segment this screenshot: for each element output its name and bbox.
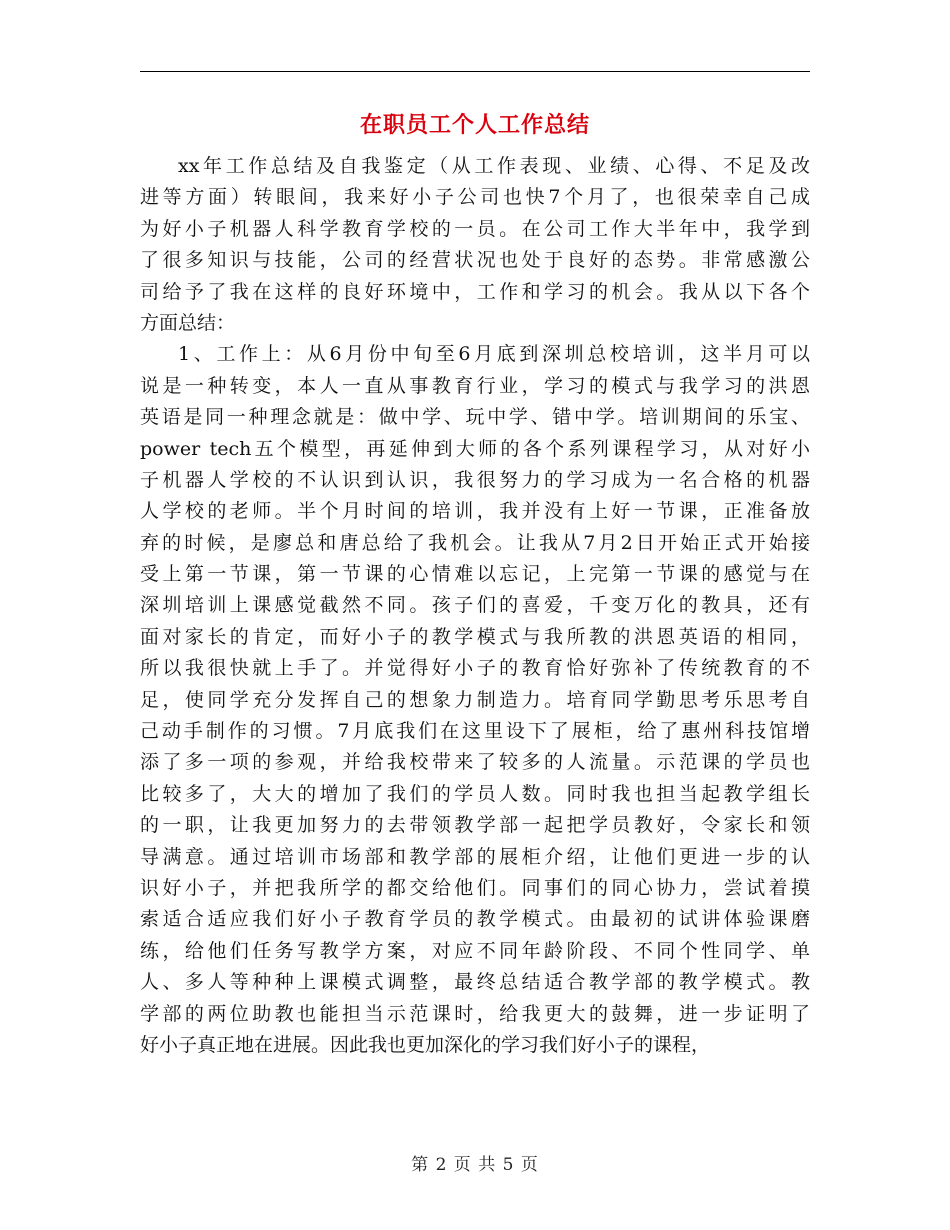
body-line: xx年工作总结及自我鉴定（从工作表现、业绩、心得、不足及改 (178, 155, 810, 177)
body-line: 识好小子，并把我所学的都交给他们。同事们的同心协力，尝试着摸 (140, 876, 810, 899)
body-line: power tech五个模型，再延伸到大师的各个系列课程学习，从对好小 (140, 437, 810, 460)
body-line: 1、工作上：从6月份中旬至6月底到深圳总校培训，这半月可以 (178, 343, 810, 366)
body-line: 的一职，让我更加努力的去带领教学部一起把学员教好，令家长和领 (140, 814, 810, 837)
body-line: 面对家长的肯定，而好小子的教学模式与我所教的洪恩英语的相同， (140, 625, 810, 648)
body-line: 所以我很快就上手了。并觉得好小子的教育恰好弥补了传统教育的不 (140, 657, 810, 680)
body-line: 添了多一项的参观，并给我校带来了较多的人流量。示范课的学员也 (140, 751, 810, 774)
body-line: 练，给他们任务写教学方案，对应不同年龄阶段、不同个性同学、单 (140, 939, 810, 962)
document-body (140, 151, 810, 1061)
body-line: 学部的两位助教也能担当示范课时，给我更大的鼓舞，进一步证明了 (140, 1002, 810, 1025)
body-line: 导满意。通过培训市场部和教学部的展柜介绍，让他们更进一步的认 (140, 845, 810, 868)
body-line: 为好小子机器人科学教育学校的一员。在公司工作大半年中，我学到 (140, 217, 810, 240)
body-line: 比较多了，大大的增加了我们的学员人数。同时我也担当起教学组长 (140, 782, 810, 805)
body-line: 方面总结： (140, 311, 236, 334)
body-line: 进等方面）转眼间，我来好小子公司也快7个月了，也很荣幸自己成 (140, 186, 810, 209)
body-line: 了很多知识与技能，公司的经营状况也处于良好的态势。非常感激公 (140, 249, 810, 272)
document-title: 在职员工个人工作总结 (359, 112, 590, 138)
body-line: 说是一种转变，本人一直从事教育行业，学习的模式与我学习的洪恩 (140, 374, 810, 397)
body-line: 人学校的老师。半个月时间的培训，我并没有上好一节课，正准备放 (140, 500, 810, 523)
body-line: 深圳培训上课感觉截然不同。孩子们的喜爱，千变万化的教具，还有 (140, 594, 810, 617)
page-number: 第 2 页 共 5 页 (411, 1155, 539, 1175)
body-line: 受上第一节课，第一节课的心情难以忘记，上完第一节课的感觉与在 (140, 563, 810, 586)
body-line: 己动手制作的习惯。7月底我们在这里设下了展柜，给了惠州科技馆增 (140, 720, 810, 743)
header-rule (140, 71, 810, 72)
body-line: 子机器人学校的不认识到认识，我很努力的学习成为一名合格的机器 (140, 468, 810, 491)
body-line: 司给予了我在这样的良好环境中，工作和学习的机会。我从以下各个 (140, 280, 810, 303)
body-line: 英语是同一种理念就是：做中学、玩中学、错中学。培训期间的乐宝、 (140, 406, 810, 429)
body-line: 弃的时候，是廖总和唐总给了我机会。让我从7月2日开始正式开始接 (140, 531, 810, 554)
body-line: 索适合适应我们好小子教育学员的教学模式。由最初的试讲体验课磨 (140, 908, 810, 931)
body-line: 好小子真正地在进展。因此我也更加深化的学习我们好小子的课程， (140, 1033, 711, 1056)
body-line: 足，使同学充分发挥自己的想象力制造力。培育同学勤思考乐思考自 (140, 688, 810, 711)
body-line: 人、多人等种种上课模式调整，最终总结适合教学部的教学模式。教 (140, 971, 810, 994)
